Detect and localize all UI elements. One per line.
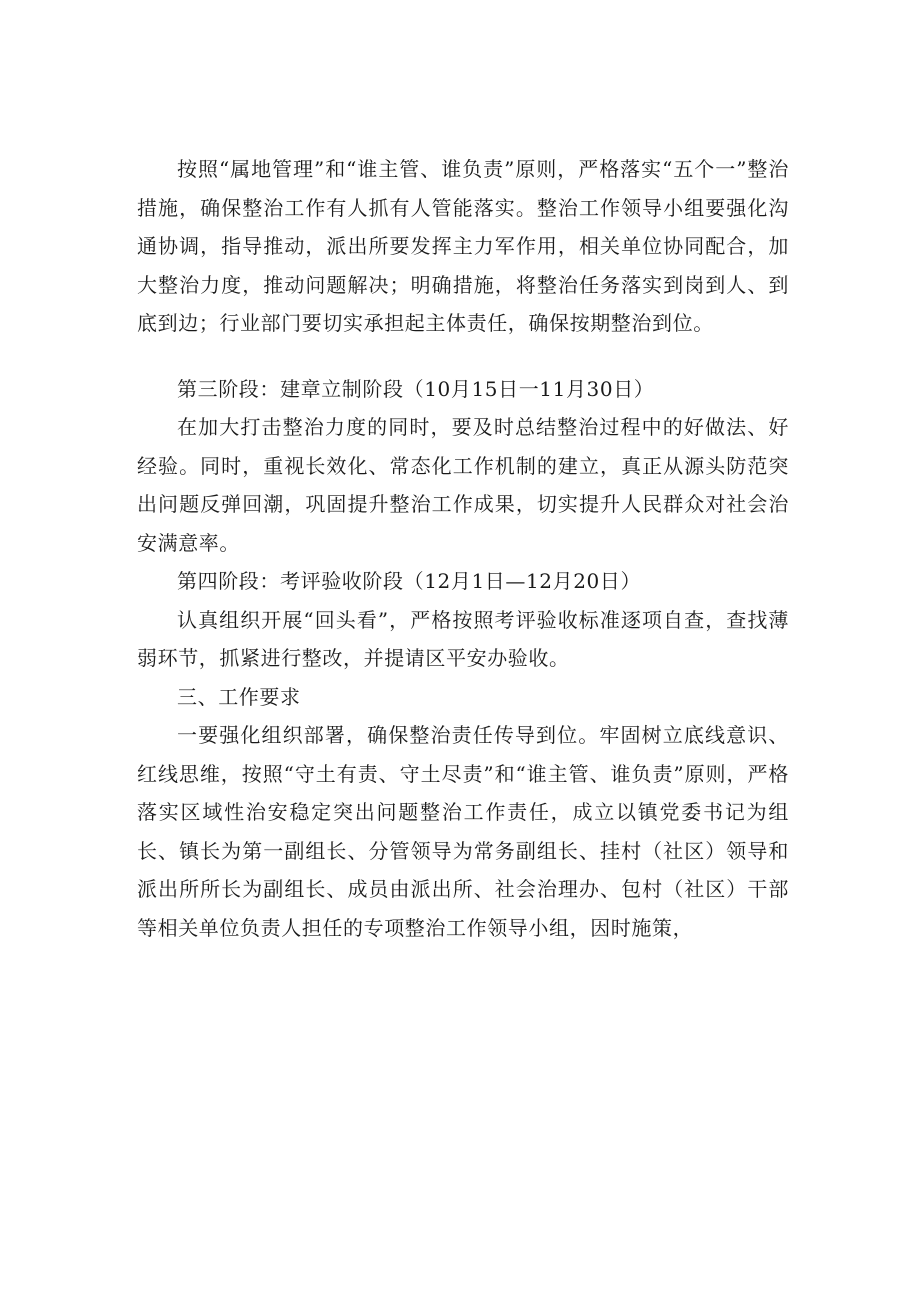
document-body bbox=[137, 150, 789, 947]
heading-work-requirements: 三、工作要求 bbox=[177, 684, 301, 709]
heading-stage-three: 第三阶段：建章立制阶段（10月15日一11月30日） bbox=[177, 376, 655, 401]
paragraph-stage-four: 认真组织开展“回头看”，严格按照考评验收标准逐项自查，查找薄弱环节，抓紧进行整改，并提请区平安办验收。 bbox=[137, 607, 789, 670]
heading-stage-four: 第四阶段：考评验收阶段（12月1日—12月20日） bbox=[177, 569, 642, 593]
paragraph-requirement-one: 一要强化组织部署，确保整治责任传导到位。牢固树立底线意识、红线思维，按照“守土有责、守土尽责”和“谁主管、谁负责”原则，严格落实区域性治安稳定突出问题整治工作责任，成立以镇党委书记为组长、镇长为第一副组长、分管领导为常务副组长、挂村（社区）领导和派出所所长为副组长、成员由派出所、社会治理办、包村（社区）干部等相关单位负责人担任的专项整治工作领导小组，因时施策， bbox=[137, 723, 789, 940]
paragraph-implementation: 按照“属地管理”和“谁主管、谁负责”原则，严格落实“五个一”整治措施，确保整治工作有人抓有人管能落实。整治工作领导小组要强化沟通协调，指导推动，派出所要发挥主力军作用，相关单位协同配合，加大整治力度，推动问题解决；明确措施，将整治任务落实到岗到人、到底到边；行业部门要切实承担起主体责任，确保按期整治到位。 bbox=[137, 157, 789, 335]
paragraph-stage-three: 在加大打击整治力度的同时，要及时总结整治过程中的好做法、好经验。同时，重视长效化、常态化工作机制的建立，真正从源头防范突出问题反弹回潮，巩固提升整治工作成果，切实提升人民群众对社会治安满意率。 bbox=[137, 415, 789, 555]
